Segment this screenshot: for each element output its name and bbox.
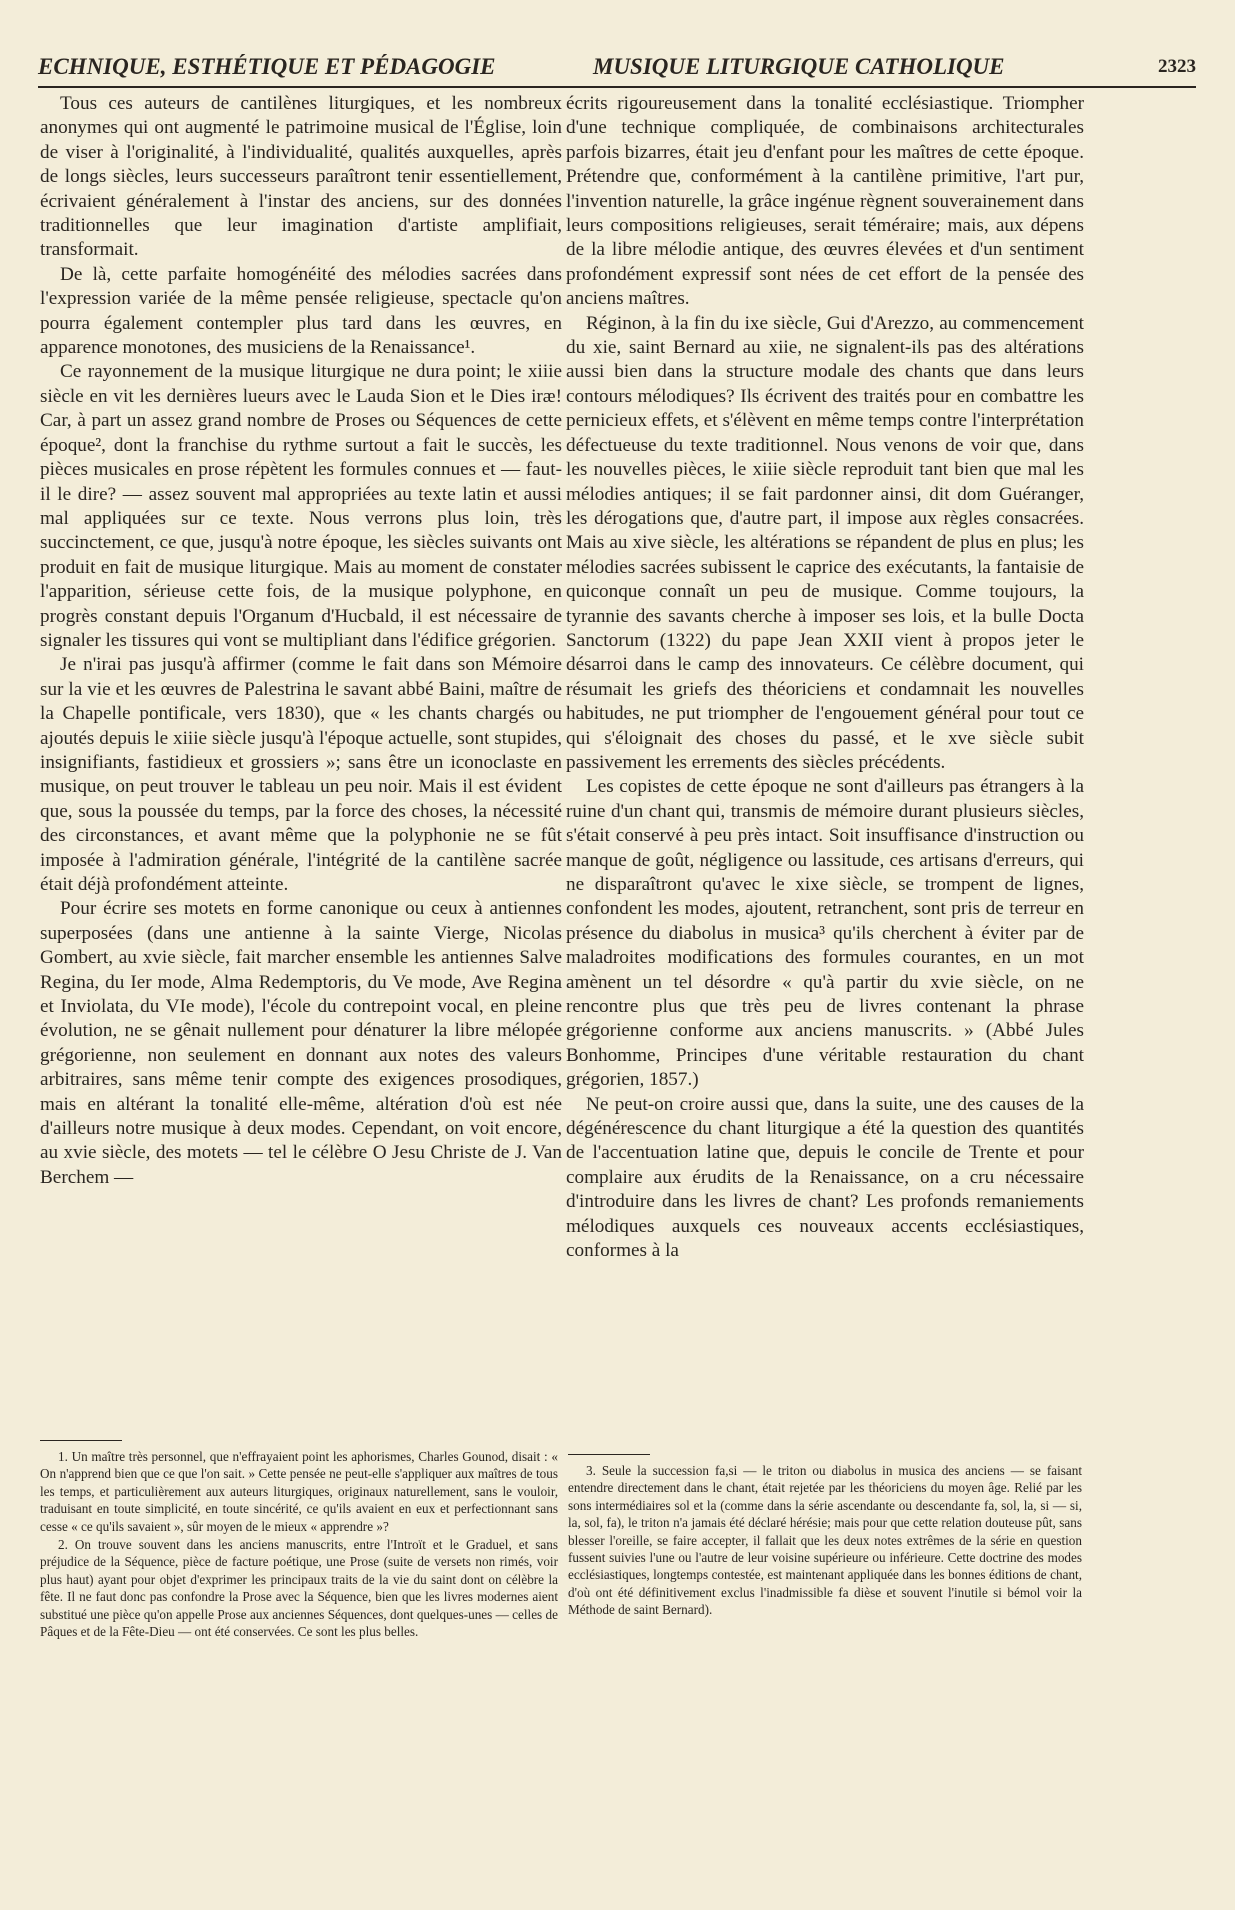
paragraph: De là, cette parfaite homogénéité des mélodies sacrées dans l'expression variée de la même pensée religieuse, spectacle qu'on pourra également contempler plus tard dans les œuvres, en apparence monotones, des musiciens de la Renaissance¹. xyxy=(40,263,562,359)
footnote: 2. On trouve souvent dans les anciens manuscrits, entre l'Introït et le Graduel, et sans préjudice de la Séquence, pièce de facture poétique, une Prose (suite de versets non rimés, voir plus haut) ayant pour objet d'exprimer les principaux traits de la vie du saint dont on célèbre la fête. Il ne faut donc pas confondre la Prose avec la Séquence, bien que les livres modernes aient substitué une pièce qu'on appelle Prose aux anciennes Séquences, dont quelques-unes — celles de Pâques et de la Fête-Dieu — ont été conservées. Ce sont les plus belles. xyxy=(40,1537,558,1640)
paragraph: Les copistes de cette époque ne sont d'ailleurs pas étrangers à la ruine d'un chant qui, transmis de mémoire durant plusieurs siècles, s'était conservé à peu près intact. Soit insuffisance d'instruction ou manque de goût, négligence ou lassitude, ces artisans d'erreurs, qui ne disparaîtront qu'avec le xixe siècle, se trompent de lignes, confondent les modes, ajoutent, retranchent, sont pris de terreur en présence du diabolus in musica³ qu'ils cherchent à éviter par de maladroites modifications des formules courantes, en un mot amènent un tel désordre « qu'à partir du xvie siècle, on ne rencontre plus que très peu de livres contenant la phrase grégorienne conforme aux anciens manuscrits. » (Abbé Jules Bonhomme, Principes d'une véritable restauration du chant grégorien, 1857.) xyxy=(566,776,1084,1091)
paragraph: Tous ces auteurs de cantilènes liturgiques, et les nombreux anonymes qui ont augmenté le patrimoine musical de l'Église, loin de viser à l'originalité, à l'individualité, qualités auxquelles, après de longs siècles, leurs successeurs paraîtront tenir essentiellement, écrivaient généralement à l'instar des anciens, sur des données traditionnelles que leur imagination d'artiste amplifiait, transformait. xyxy=(40,93,562,261)
header-section-title: ECHNIQUE, ESTHÉTIQUE ET PÉDAGOGIE xyxy=(38,54,496,79)
running-header xyxy=(38,52,1196,88)
paragraph: écrits rigoureusement dans la tonalité ecclésiastique. Triompher d'une technique compliquée, de combinaisons architecturales parfois bizarres, était jeu d'enfant pour les maîtres de cette époque. Prétendre que, conformément à la cantilène primitive, l'art pur, l'invention naturelle, la grâce ingénue règnent souverainement dans leurs compositions religieuses, serait téméraire; mais, aux dépens de la libre mélodie antique, des œuvres élevées et d'un sentiment profondément expressif sont nées de cet effort de la pensée des anciens maîtres. xyxy=(566,93,1084,310)
right-column xyxy=(566,92,1084,1264)
paragraph: Ne peut-on croire aussi que, dans la suite, une des causes de la dégénérescence du chant liturgique a été la question des quantités de l'accentuation latine que, depuis le concile de Trente et pour complaire aux érudits de la Renaissance, on a cru nécessaire d'introduire dans les livres de chant? Les profonds remaniements mélodiques auxquels ces nouveaux accents ecclésiastiques, conformes à la xyxy=(566,1093,1084,1262)
header-article-title: MUSIQUE LITURGIQUE CATHOLIQUE xyxy=(593,54,1005,79)
footnote-rule xyxy=(568,1454,650,1455)
footnote: 3. Seule la succession fa,si — le triton ou diabolus in musica des anciens — se faisant entendre directement dans le chant, était rejetée par les théoriciens du moyen âge. Relié par les sons intermédiaires sol et la (comme dans la série ascendante ou descendante fa, sol, la, si — si, la, sol, fa), le triton n'a jamais été déclaré hérésie; mais pour que cette relation douteuse pût, sans blesser l'oreille, se faire accepter, il fallait que les deux notes extrêmes de la série en question fussent suivies l'une ou l'autre de leur voisine supérieure ou inférieure. Cette doctrine des modes ecclésiastiques, longtemps contestée, est maintenant appliquée dans les bonnes éditions de chant, d'où ont été définitivement exclus l'inadmissible fa dièse et souvent l'inutile si bémol voir la Méthode de saint Bernard). xyxy=(568,1463,1082,1618)
paragraph: Je n'irai pas jusqu'à affirmer (comme le fait dans son Mémoire sur la vie et les œuvres de Palestrina le savant abbé Baini, maître de la Chapelle pontificale, vers 1830), que « les chants chargés ou ajoutés depuis le xiiie siècle jusqu'à l'époque actuelle, sont stupides, insignifiants, fastidieux et grossiers »; sans être un iconoclaste en musique, on peut trouver le tableau un peu noir. Mais il est évident que, sous la poussée du temps, par la force des choses, la nécessité des circonstances, et avant même que la polyphonie ne se fût imposée à l'admiration générale, l'intégrité de la cantilène sacrée était déjà profondément atteinte. xyxy=(40,654,562,895)
footnote: 1. Un maître très personnel, que n'effrayaient point les aphorismes, Charles Gounod, disait : « On n'apprend bien que ce que l'on sait. » Cette pensée ne peut-elle s'appliquer aux maîtres de tous les temps, et particulièrement aux auteurs liturgiques, originaux naturellement, sans le vouloir, traduisant en toute simplicité, en toute sincérité, ce qu'ils avaient en eux et perfectionnant sans cesse « ce qu'ils savaient », sûr moyen de le mieux « apprendre »? xyxy=(40,1449,558,1534)
paragraph: Pour écrire ses motets en forme canonique ou ceux à antiennes superposées (dans une antienne à la sainte Vierge, Nicolas Gombert, au xvie siècle, fait marcher ensemble les antiennes Salve Regina, du Ier mode, Alma Redemptoris, du Ve mode, Ave Regina et Inviolata, du VIe mode), l'école du contrepoint vocal, en pleine évolution, ne se gênait nullement pour dénaturer la libre mélopée grégorienne, non seulement en donnant aux notes des valeurs arbitraires, sans même tenir compte des exigences prosodiques, mais en altérant la tonalité elle-même, altération d'où est née d'ailleurs notre musique à deux modes. Cependant, on voit encore, au xvie siècle, des motets — tel le célèbre O Jesu Christe de J. Van Berchem — xyxy=(40,898,562,1188)
footnotes-right xyxy=(568,1462,1082,1620)
page-number: 2323 xyxy=(1158,56,1196,77)
paragraph: Ce rayonnement de la musique liturgique ne dura point; le xiiie siècle en vit les dernières lueurs avec le Lauda Sion et le Dies iræ! Car, à part un assez grand nombre de Proses ou Séquences de cette époque², dont la franchise du rythme surtout a fait le succès, les pièces musicales en prose répètent les formules connues et — faut-il le dire? — assez souvent mal appropriées au texte latin et aussi mal appliquées sur ce texte. Nous verrons plus loin, très succinctement, ce que, jusqu'à notre époque, les siècles suivants ont produit en fait de musique liturgique. Mais au moment de constater l'apparition, sérieuse cette fois, de la musique polyphone, en progrès constant depuis l'Organum d'Hucbald, il est nécessaire de signaler les tissures qui vont se multipliant dans l'édifice grégorien. xyxy=(40,361,562,651)
footnote-rule xyxy=(40,1440,122,1441)
left-column xyxy=(40,92,562,1190)
footnotes-left xyxy=(40,1448,558,1641)
paragraph: Réginon, à la fin du ixe siècle, Gui d'Arezzo, au commencement du xie, saint Bernard au xiie, ne signalent-ils pas des altérations aussi bien dans la structure modale des chants que dans leurs contours mélodiques? Ils écrivent des traités pour en combattre les pernicieux effets, et s'élèvent en même temps contre l'interprétation défectueuse du texte traditionnel. Nous venons de voir que, dans les nouvelles pièces, le xiiie siècle reproduit tant bien que mal les mélodies antiques; il se fait pardonner ainsi, dit dom Guéranger, les dérogations que, d'autre part, il impose aux règles consacrées. Mais au xive siècle, les altérations se répandent de plus en plus; les mélodies sacrées subissent le caprice des exécutants, la fantaisie de quiconque connaît un peu de musique. Comme toujours, la tyrannie des savants cherche à imposer ses lois, et la bulle Docta Sanctorum (1322) du pape Jean XXII vient à propos jeter le désarroi dans le camp des innovateurs. Ce célèbre document, qui résumait les griefs des théoriciens et condamnait les nouvelles habitudes, ne put triompher de l'engouement général pour tout ce qui s'éloignait des choses du passé, et le xve siècle subit passivement les errements des siècles précédents. xyxy=(566,312,1084,773)
